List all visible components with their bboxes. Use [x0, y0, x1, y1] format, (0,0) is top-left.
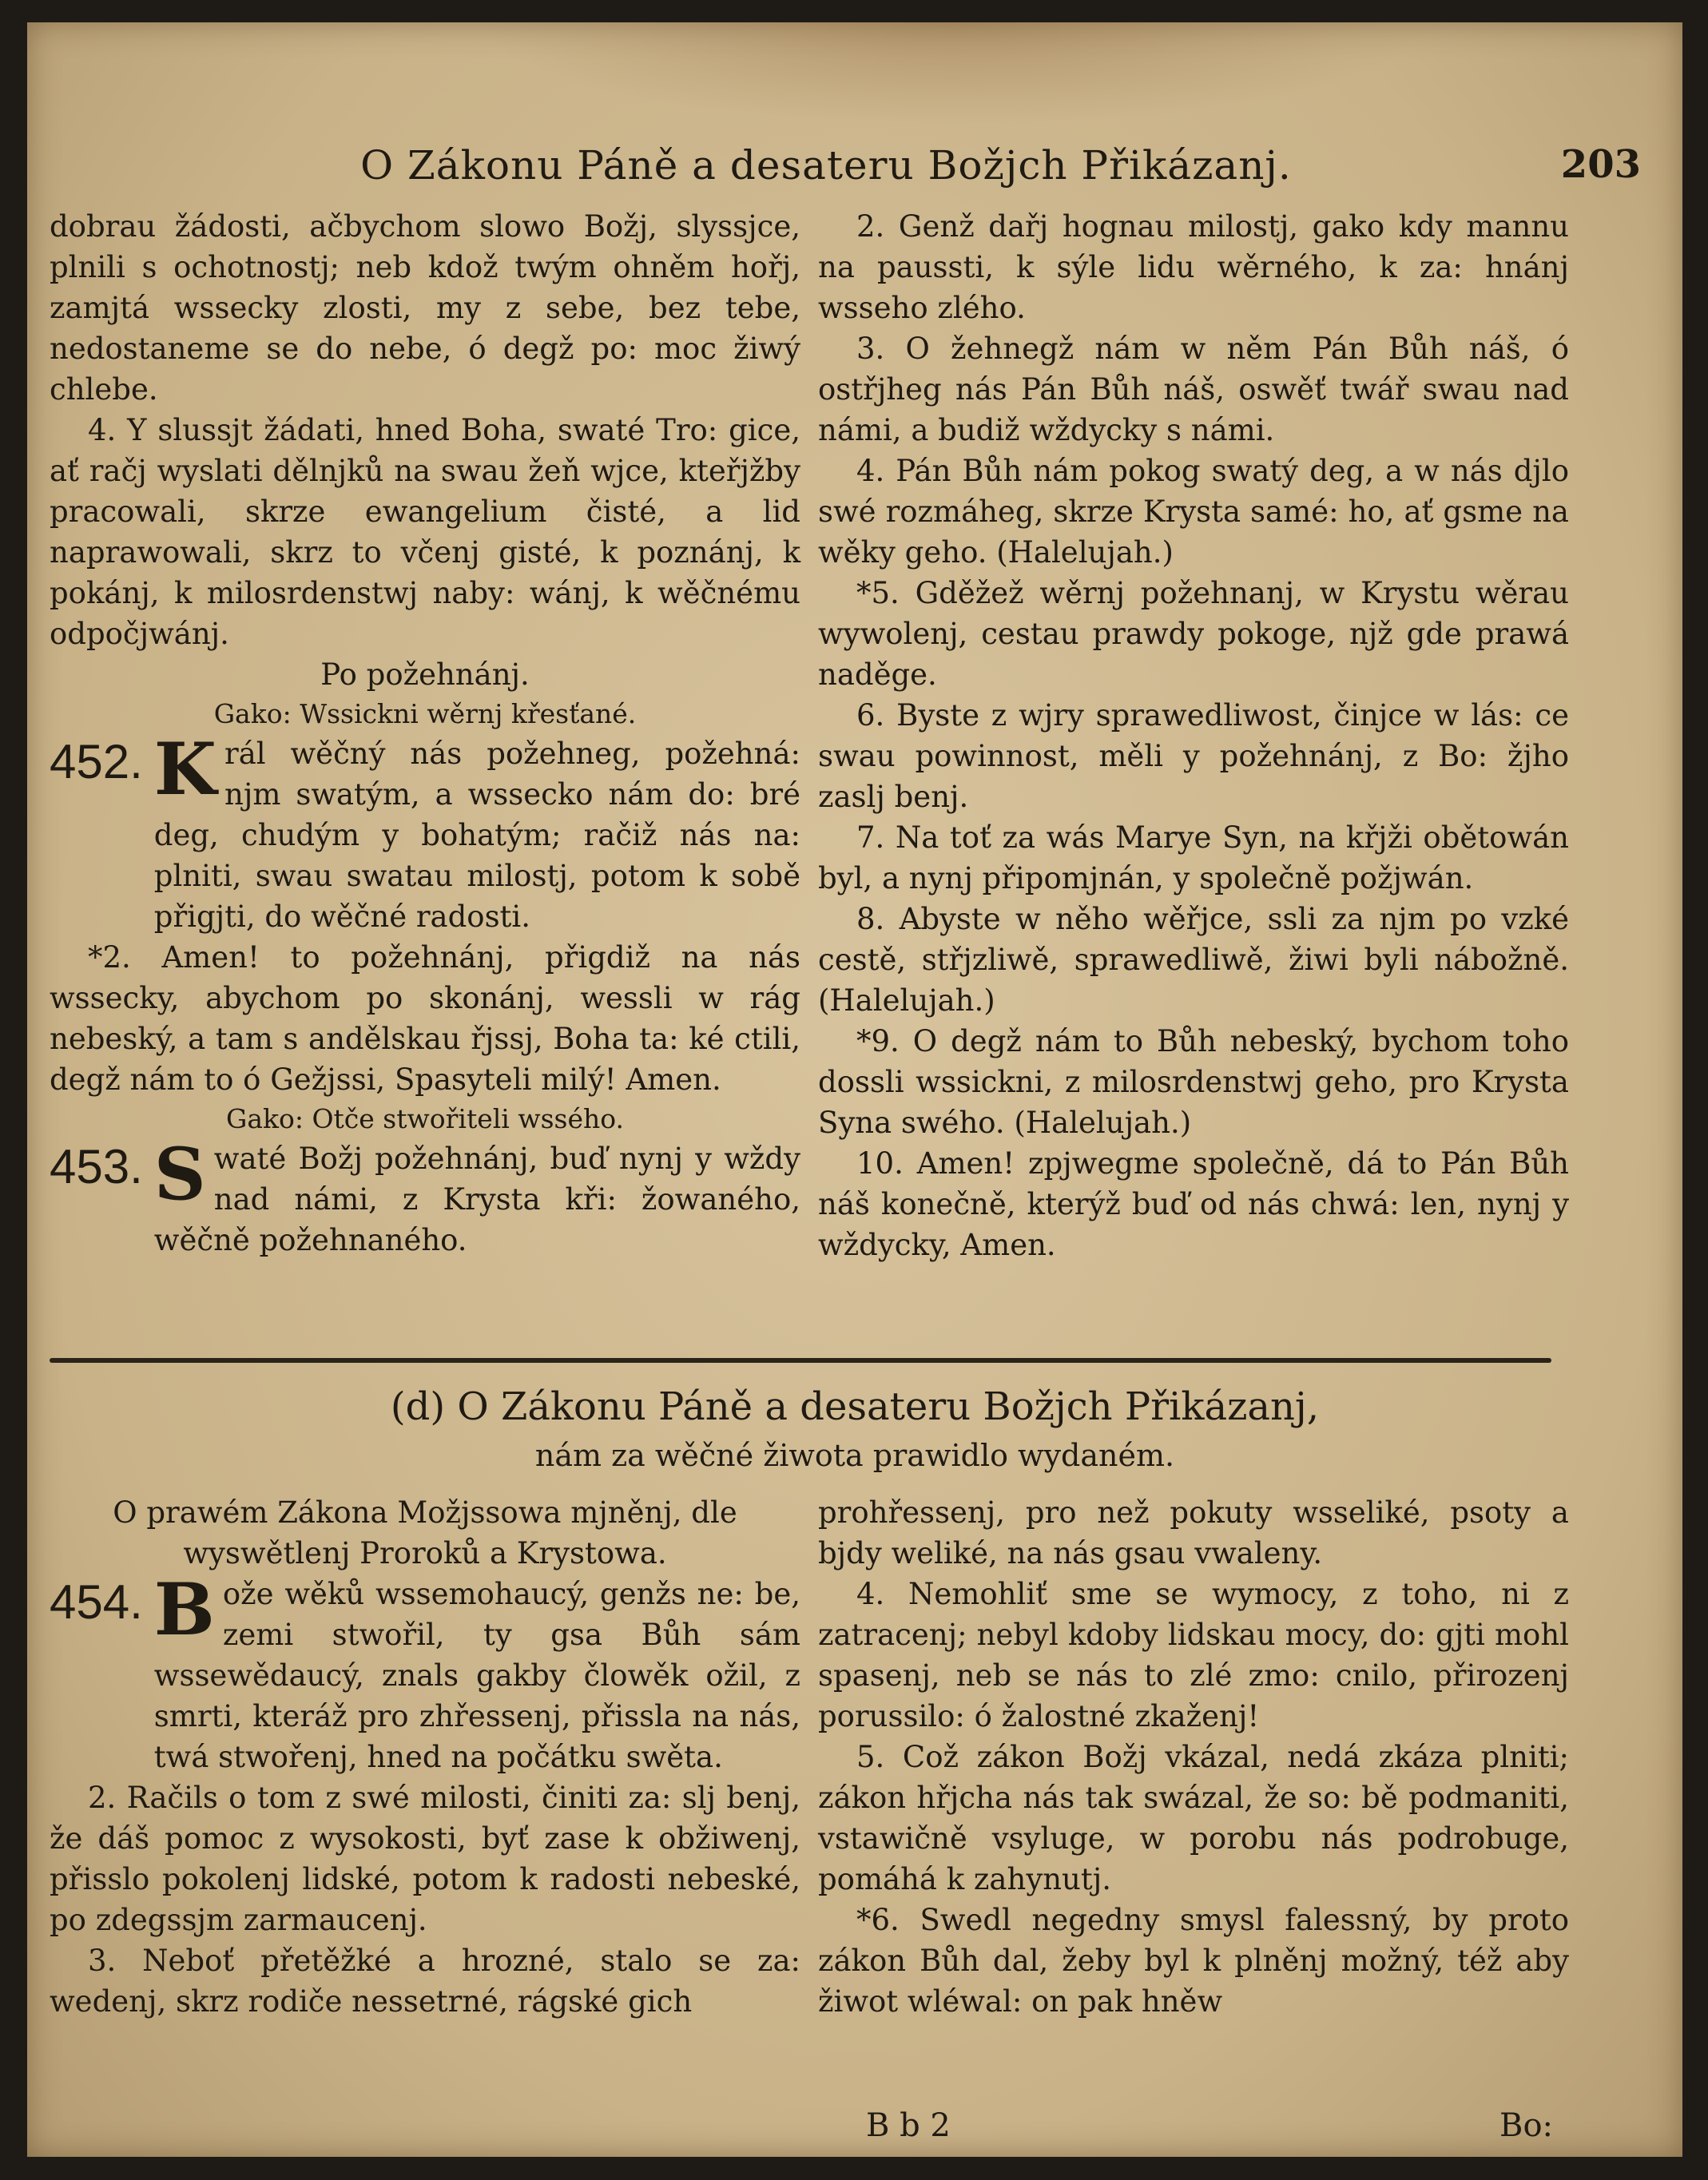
continuation-text: prohřessenj, pro než pokuty wsseliké, psoty a bjdy weliké, na nás gsau vwaleny.	[818, 1495, 1569, 1570]
hymn-454-verse-3: 3. Neboť přetěžké a hrozné, stalo se za: wedenj, skrz rodiče nessetrné, rágské gich	[50, 1944, 800, 2019]
section-divider	[50, 1358, 1551, 1363]
paper-stain	[475, 22, 1433, 126]
bottom-right-column	[818, 1492, 1569, 2022]
dropcap-452: K	[153, 727, 217, 812]
verse-7: 7. Na toť za wás Marye Syn, na křjži obětowán byl, a nynj připomjnán, y společně požjwán.	[818, 820, 1569, 895]
signature-mark: B b 2	[866, 2107, 951, 2144]
hymn-number-454: 454.	[50, 1575, 143, 1629]
hymn-452-text: rál wěčný nás požehneg, požehná: njm swatým, a wssecko nám do: bré deg, chudým y bohatým; račiž nás na: plniti, swau swatau milostj, potom k sobě přigjti, do wěčné radosti.	[153, 737, 800, 934]
section-heading-line-1: (d) O Zákonu Páně a desateru Božjch Přikázanj,	[390, 1384, 1320, 1429]
verse-10: 10. Amen! zpjwegme společně, dá to Pán Bůh náš konečně, kterýž buď od nás chwá: len, nynj y wždycky, Amen.	[818, 1146, 1569, 1262]
verse-3: 3. O žehnegž nám w něm Pán Bůh náš, ó ostřjheg nás Pán Bůh náš, oswěť twář swau nad námi, a budiž wždycky s námi.	[818, 332, 1569, 447]
hymn-454-verse-2: 2. Račils o tom z swé milosti, činiti za: slj benj, že dáš pomoc z wysokosti, byť zase k obžiwenj, přisslo pokolenj lidské, potom k radosti nebeské, po zdegssjm zarmaucenj.	[50, 1781, 800, 1937]
book-page	[27, 22, 1682, 2157]
verse-2: 2. Genž dařj hognau milostj, gako kdy mannu na paussti, k sýle lidu wěrného, k za: hnánj wsseho zlého.	[818, 209, 1569, 325]
catchword: Bo:	[1499, 2107, 1553, 2144]
hymn-454-text: ože wěků wssemohaucý, genžs ne: be, zemi stwořil, ty gsa Bůh sám wssewědaucý, znals gakby člowěk ožil, z smrti, kteráž pro zhřessenj, přissla na nás, twá stwořenj, hned na počátku swěta.	[153, 1577, 800, 1774]
hymn-453-text: waté Božj požehnánj, buď nynj y wždy nad námi, z Krysta kři: žowaného, wěčně požehnaného.	[153, 1142, 800, 1257]
section-heading	[27, 1380, 1682, 1478]
page-number: 203	[1560, 142, 1641, 187]
bottom-left-column	[50, 1492, 800, 2022]
dropcap-454: B	[153, 1567, 215, 1652]
tune-line-452: Gako: Wssickni wěrnj křesťané.	[213, 698, 637, 729]
hymn-452	[50, 727, 800, 937]
section-heading-line-2: nám za wěčné žiwota prawidlo wydaném.	[534, 1438, 1175, 1473]
top-right-column	[818, 206, 1569, 1265]
running-head	[27, 142, 1682, 198]
after-blessing-heading: Po požehnánj.	[320, 657, 530, 692]
hymn-454-verse-4: 4. Nemohliť sme se wymocy, z toho, ni z zatracenj; nebyl kdoby lidskau mocy, do: gjti mohl spasenj, neb se nás to zlé zmo: cnilo, přirozenj porussilo: ó žalostné zkaženj!	[818, 1577, 1569, 1733]
hymn-454	[50, 1567, 800, 1777]
top-left-column	[50, 206, 800, 1261]
hymn-452-verse-2: *2. Amen! to požehnánj, přigdiž na nás wssecky, abychom po skonánj, wessli w rág nebeský, a tam s andělskau řjssj, Boha ta: ké ctili, degž nám to ó Gežjssi, Spasyteli milý! Amen.	[50, 940, 800, 1097]
tune-line-453: Gako: Otče stwořiteli wssého.	[225, 1103, 625, 1134]
running-title: O Zákonu Páně a desateru Božjch Přikázanj.	[360, 142, 1292, 189]
hymn-454-intro: O prawém Zákona Možjssowa mjněnj, dle wyswětlenj Proroků a Krystowa.	[113, 1495, 737, 1570]
hymn-number-452: 452.	[50, 735, 143, 788]
verse-4: 4. Y slussjt žádati, hned Boha, swaté Tro: gice, ať račj wyslati dělnjků na swau žeň wjce, kteřjžby pracowali, skrze ewangelium čisté, a lid naprawowali, skrz to včenj gisté, k poznánj, k pokánj, k milosrdenstwj naby: wánj, k wěčnému odpočjwánj.	[50, 413, 800, 651]
hymn-454-verse-5: 5. Což zákon Božj vkázal, nedá zkáza plniti; zákon hřjcha nás tak swázal, že so: bě podmaniti, vstawičně vsyluge, w porobu nás podrobuge, pomáhá k zahynutj.	[818, 1740, 1569, 1896]
hymn-454-verse-6: *6. Swedl negedny smysl falessný, by proto zákon Bůh dal, žeby byl k plněnj možný, též aby žiwot wléwal: on pak hněw	[818, 1903, 1569, 2019]
dropcap-453: S	[153, 1132, 206, 1217]
continuation-text: dobrau žádosti, ačbychom slowo Božj, slyssjce, plnili s ochotnostj; neb kdož twým ohněm hořj, zamjtá wssecky zlosti, my z sebe, bez tebe, nedostaneme se do nebe, ó degž po: moc žiwý chlebe.	[50, 209, 800, 407]
hymn-number-453: 453.	[50, 1140, 143, 1193]
verse-4: 4. Pán Bůh nám pokog swatý deg, a w nás djlo swé rozmáheg, skrze Krysta samé: ho, ať gsme na wěky geho. (Halelujah.)	[818, 454, 1569, 570]
verse-9: *9. O degž nám to Bůh nebeský, bychom toho dossli wssickni, z milosrdenstwj geho, pro Krysta Syna swého. (Halelujah.)	[818, 1024, 1569, 1140]
verse-8: 8. Abyste w něho wěřjce, ssli za njm po vzké cestě, střjzliwě, sprawedliwě, žiwi byli nábožně. (Halelujah.)	[818, 902, 1569, 1018]
hymn-453	[50, 1132, 800, 1261]
verse-5: *5. Gděžež wěrnj požehnanj, w Krystu wěrau wywolenj, cestau prawdy pokoge, njž gde prawá naděge.	[818, 576, 1569, 692]
verse-6: 6. Byste z wjry sprawedliwost, činjce w lás: ce swau powinnost, měli y požehnánj, z Bo: žjho zaslj benj.	[818, 698, 1569, 814]
